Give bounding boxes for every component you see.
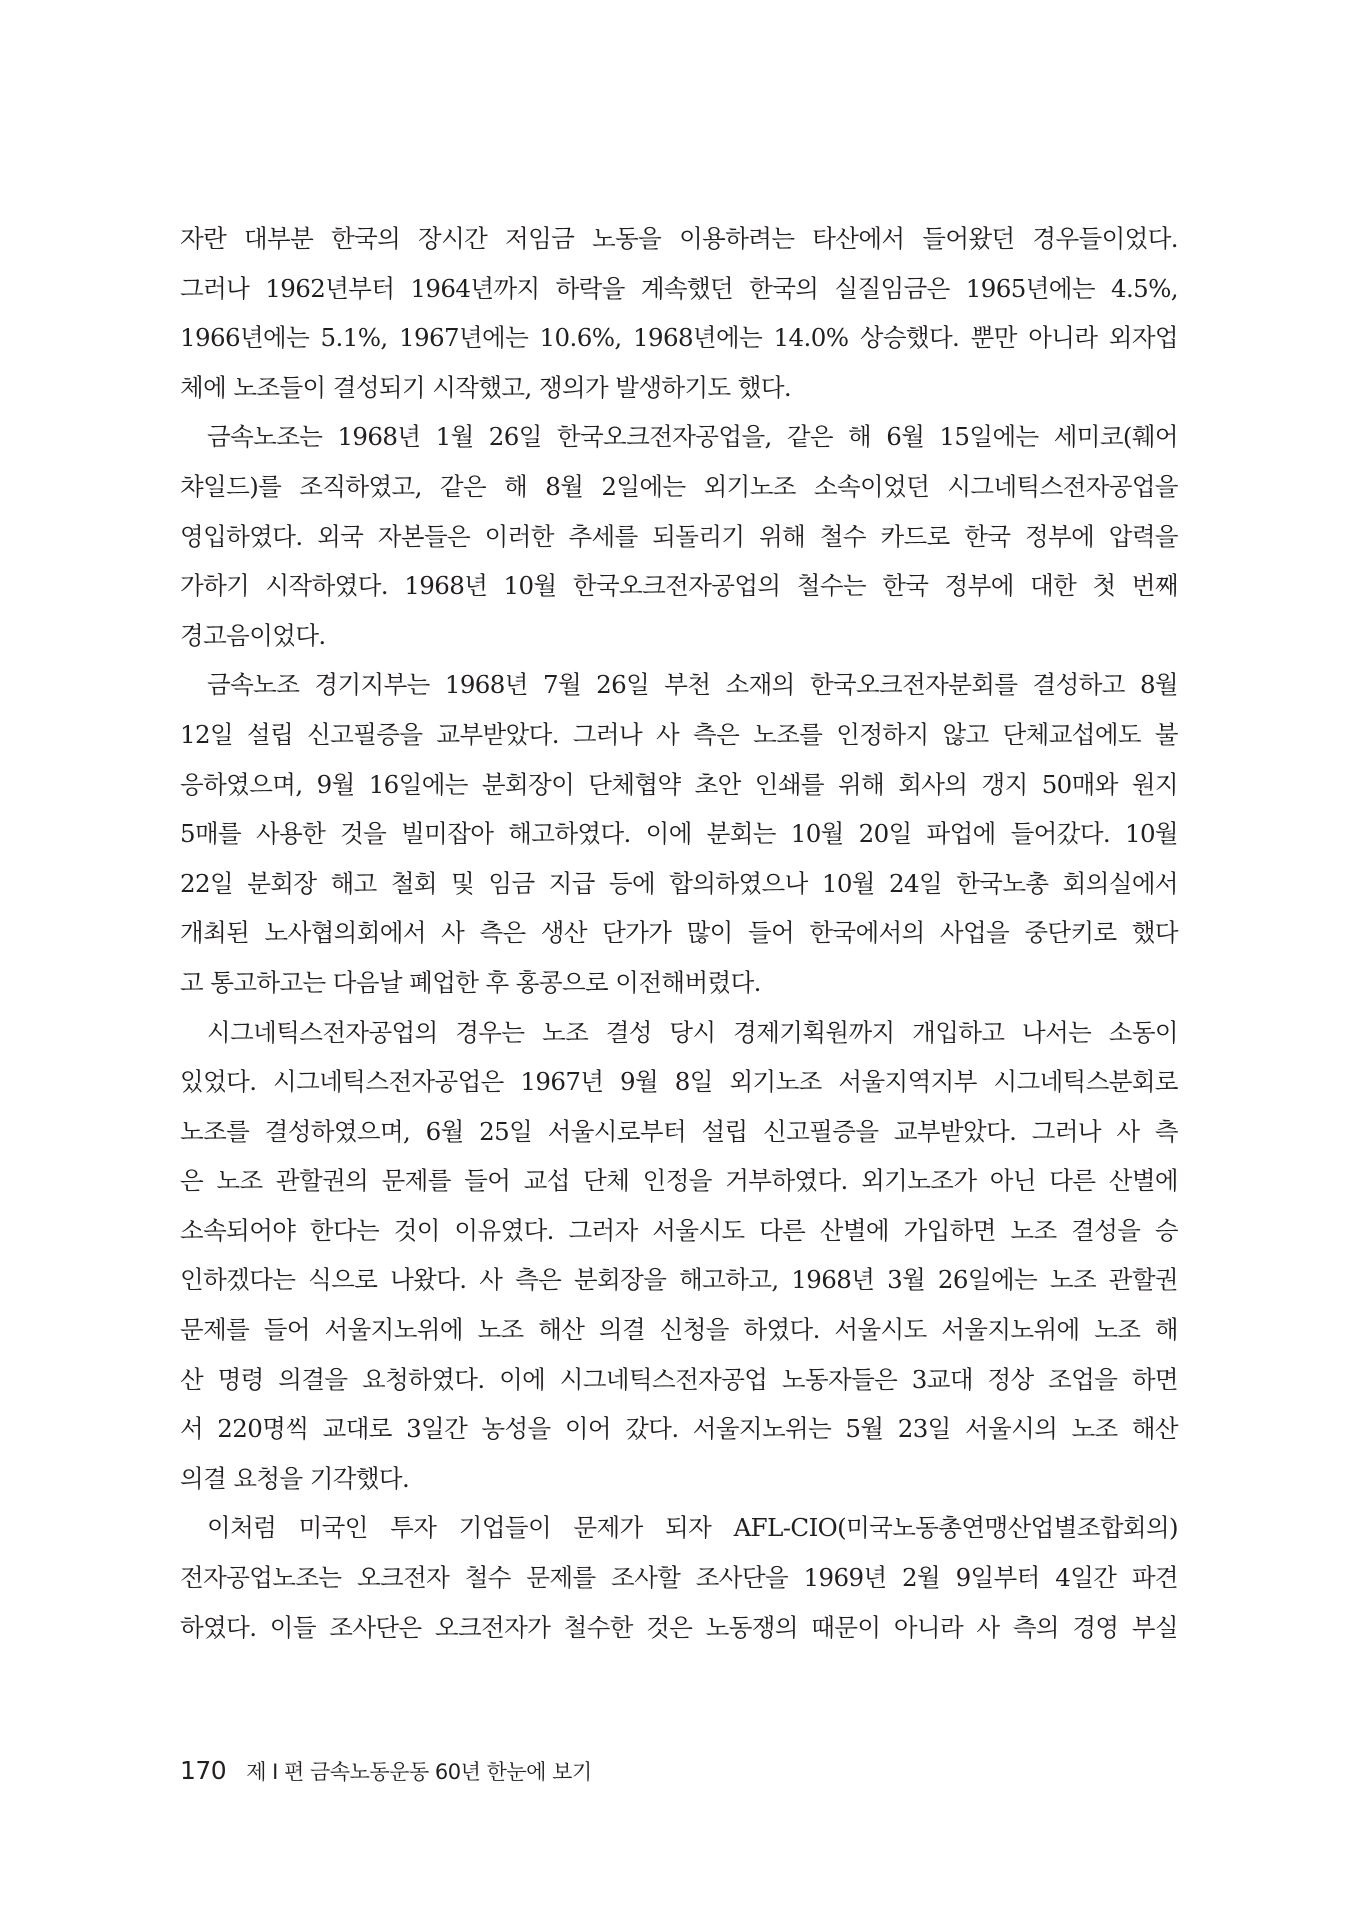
text-line: 고 통고하고는 다음날 폐업한 후 홍콩으로 이전해버렸다.: [180, 967, 761, 997]
text-line: 서 220명씩 교대로 3일간 농성을 이어 갔다. 서울지노위는 5월 23일 서울시의 노조 해산: [180, 1414, 1178, 1444]
text-line: 인하겠다는 식으로 나왔다. 사 측은 분회장을 해고하고, 1968년 3월 26일에는 노조 관할권: [180, 1265, 1178, 1295]
text-line: 응하였으며, 9월 16일에는 분회장이 단체협약 초안 인쇄를 위해 회사의 갱지 50매와 원지: [180, 769, 1178, 799]
text-line: 하였다. 이들 조사단은 오크전자가 철수한 것은 노동쟁의 때문이 아니라 사 측의 경영 부실: [180, 1612, 1178, 1642]
text-line: 5매를 사용한 것을 빌미잡아 해고하였다. 이에 분회는 10월 20일 파업에 들어갔다. 10월: [180, 819, 1178, 849]
text-line: 금속노조 경기지부는 1968년 7월 26일 부천 소재의 한국오크전자분회를 결성하고 8월: [207, 670, 1178, 700]
page-footer: [180, 1756, 592, 1796]
paragraph-2: [180, 412, 1178, 660]
text-line: 22일 분회장 해고 철회 및 임금 지급 등에 합의하였으나 10월 24일 한국노총 회의실에서: [180, 868, 1178, 898]
text-line: 1966년에는 5.1%, 1967년에는 10.6%, 1968년에는 14.0% 상승했다. 뿐만 아니라 외자업: [180, 323, 1178, 353]
text-line: 있었다. 시그네틱스전자공업은 1967년 9월 8일 외기노조 서울지역지부 시그네틱스분회로: [180, 1067, 1178, 1097]
page-number: 170: [180, 1756, 227, 1785]
text-line: 은 노조 관할권의 문제를 들어 교섭 단체 인정을 거부하였다. 외기노조가 아닌 다른 산별에: [180, 1166, 1178, 1196]
text-line: 체에 노조들이 결성되기 시작했고, 쟁의가 발생하기도 했다.: [180, 372, 792, 402]
running-title: 제 I 편 금속노동운동 60년 한눈에 보기: [246, 1760, 592, 1784]
text-line: 시그네틱스전자공업의 경우는 노조 결성 당시 경제기획원까지 개입하고 나서는 소동이: [207, 1017, 1178, 1047]
paragraph-5: [180, 1503, 1178, 1652]
paragraph-3: [180, 660, 1178, 1007]
text-line: 의결 요청을 기각했다.: [180, 1463, 410, 1493]
text-line: 챠일드)를 조직하였고, 같은 해 8월 2일에는 외기노조 소속이었던 시그네틱스전자공업을: [180, 471, 1178, 501]
text-line: 소속되어야 한다는 것이 이유였다. 그러자 서울시도 다른 산별에 가입하면 노조 결성을 승: [180, 1215, 1178, 1245]
text-line: 전자공업노조는 오크전자 철수 문제를 조사할 조사단을 1969년 2월 9일부터 4일간 파견: [180, 1563, 1178, 1593]
text-line: 문제를 들어 서울지노위에 노조 해산 의결 신청을 하였다. 서울시도 서울지노위에 노조 해: [180, 1315, 1178, 1345]
text-line: 자란 대부분 한국의 장시간 저임금 노동을 이용하려는 타산에서 들어왔던 경우들이었다.: [180, 224, 1178, 253]
paragraph-4: [180, 1008, 1178, 1504]
text-line: 12일 설립 신고필증을 교부받았다. 그러나 사 측은 노조를 인정하지 않고 단체교섭에도 불: [180, 719, 1178, 749]
body-text: [180, 214, 1178, 1652]
text-line: 산 명령 의결을 요청하였다. 이에 시그네틱스전자공업 노동자들은 3교대 정상 조업을 하면: [180, 1364, 1178, 1394]
text-line: 영입하였다. 외국 자본들은 이러한 추세를 되돌리기 위해 철수 카드로 한국 정부에 압력을: [180, 521, 1178, 551]
paragraph-1: [180, 214, 1178, 412]
text-line: 금속노조는 1968년 1월 26일 한국오크전자공업을, 같은 해 6월 15일에는 세미코(훼어: [207, 422, 1178, 452]
text-line: 경고음이었다.: [180, 620, 326, 650]
text-line: 개최된 노사협의회에서 사 측은 생산 단가가 많이 들어 한국에서의 사업을 중단키로 했다: [180, 918, 1178, 948]
text-line: 노조를 결성하였으며, 6월 25일 서울시로부터 설립 신고필증을 교부받았다. 그러나 사 측: [180, 1116, 1178, 1146]
text-line: 가하기 시작하였다. 1968년 10월 한국오크전자공업의 철수는 한국 정부에 대한 첫 번째: [180, 571, 1178, 601]
text-line: 이처럼 미국인 투자 기업들이 문제가 되자 AFL-CIO(미국노동총연맹산업별조합회의): [207, 1513, 1178, 1543]
text-line: 그러나 1962년부터 1964년까지 하락을 계속했던 한국의 실질임금은 1965년에는 4.5%,: [180, 273, 1178, 303]
